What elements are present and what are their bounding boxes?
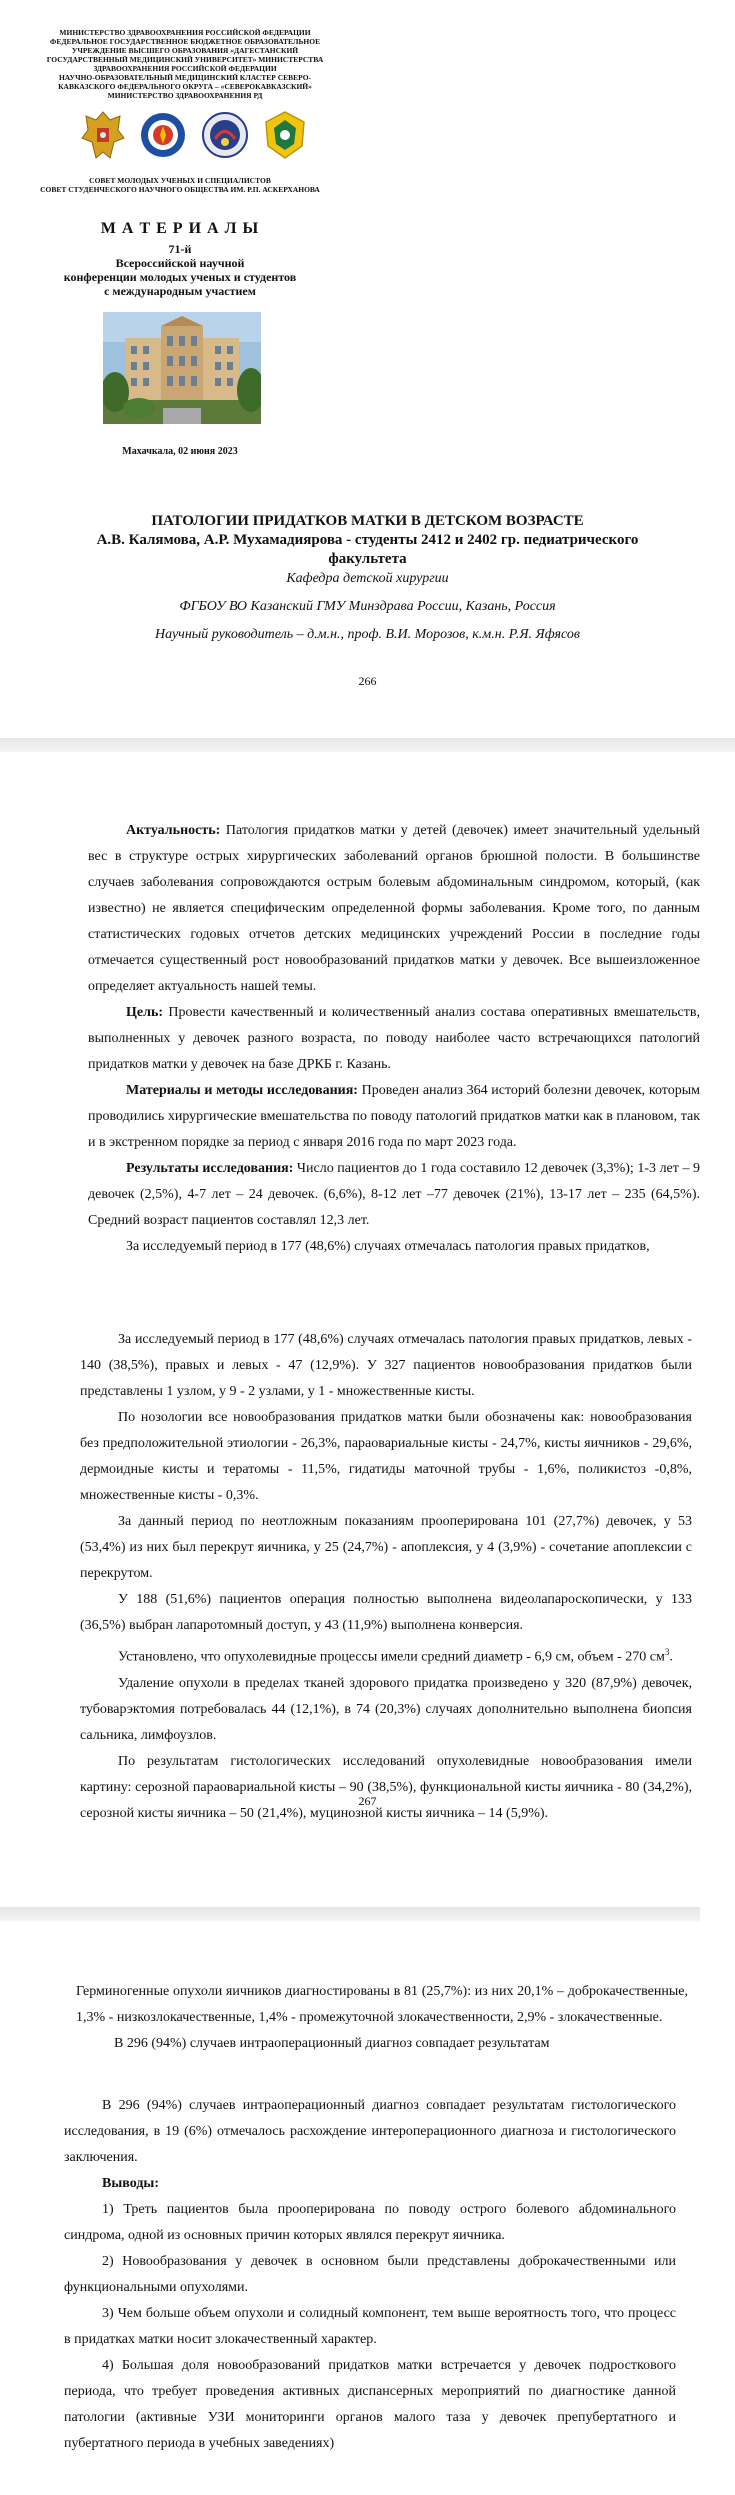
- results-paragraph: [88, 1156, 700, 1234]
- article-header: [40, 512, 695, 645]
- org-line: ЗДРАВООХРАНЕНИЯ РОССИЙСКОЙ ФЕДЕРАЦИИ: [93, 64, 277, 73]
- methods-paragraph: [88, 1078, 700, 1156]
- page-266: [0, 0, 735, 738]
- conclusion-item: 2) Новообразования у девочек в основном были представлены доброкачественными или функциональными опухолями.: [64, 2254, 676, 2295]
- size-paragraph: [80, 1639, 692, 1671]
- supervisor: Научный руководитель – д.м.н., проф. В.И. Морозов, к.м.н. Р.Я. Яфясов: [155, 627, 580, 642]
- cover-panel: [0, 0, 360, 490]
- relevance-label: Актуальность:: [126, 823, 221, 838]
- goal-label: Цель:: [126, 1005, 164, 1020]
- org-line: МИНИСТЕРСТВО ЗДРАВООХРАНЕНИЯ РОССИЙСКОЙ ФЕДЕРАЦИИ: [59, 28, 311, 37]
- department: Кафедра детской хирургии: [286, 571, 449, 586]
- university-emblem: [140, 112, 186, 158]
- germ-paragraph: Герминогенные опухоли яичников диагностированы в 81 (25,7%): из них 20,1% – доброкачественные, 1,3% - низкозлокачественные, 1,4% - промежуточной злокачественности, 2,9% - злокачественные.: [76, 1984, 688, 2025]
- page-separator: [0, 738, 735, 752]
- conclusion-item: 4) Большая доля новообразований придатков матки встречается у девочек подросткового периода, что требует проведения активных диспансерных мероприятий по диагностике данной патологии (активные УЗИ мониторинги органов малого таза у девочек препубертатного и пубертатного периода в учебных заведениях): [64, 2358, 676, 2451]
- methods-text: Проведен анализ 364 историй болезни девочек, которым проводились хирургические вмешательства по поводу патологий придатков матки как в плановом, так и в экстренном порядке за период с января 2016 года по март 2023 года.: [88, 1083, 700, 1150]
- removal-paragraph: Удаление опухоли в пределах тканей здорового придатка произведено у 320 (87,9%) девочек, тубоварэктомия потребовалась 44 (12,1%), в 74 (20,3%) случаях дополнительно выполнена биопсия сальника, лимфоузлов.: [80, 1675, 692, 1743]
- conf-line: 71-й: [168, 242, 192, 256]
- cut-line: За исследуемый период в 177 (48,6%) случаях отмечалась патология правых придатков,: [126, 1239, 650, 1254]
- cover-council-block: [30, 176, 330, 194]
- page-number: 266: [358, 674, 377, 688]
- org-line: ФЕДЕРАЛЬНОЕ ГОСУДАРСТВЕННОЕ БЮДЖЕТНОЕ ОБРАЗОВАТЕЛЬНОЕ: [49, 37, 321, 46]
- size-text: Установлено, что опухолевидные процессы имели средний диаметр - 6,9 см, объем - 270 см: [118, 1649, 665, 1665]
- council-line: СОВЕТ МОЛОДЫХ УЧЕНЫХ И СПЕЦИАЛИСТОВ: [89, 176, 271, 185]
- russian-eagle-emblem: [80, 108, 126, 164]
- student-society-emblem: [262, 110, 308, 160]
- goal-text: Провести качественный и количественный анализ состава оперативных вмешательств, выполненных у девочек разного возраста, по поводу наиболее часто встречающихся патологий придатков матки у девочек на базе ДРКБ г. Казань.: [88, 1005, 700, 1072]
- conf-line: Всероссийской научной: [115, 256, 245, 270]
- size-end: .: [669, 1649, 673, 1665]
- relevance-paragraph: [88, 818, 700, 1000]
- conclusions-heading: Выводы:: [102, 2176, 160, 2191]
- results-label: Результаты исследования:: [126, 1161, 294, 1176]
- org-line: УЧРЕЖДЕНИЕ ВЫСШЕГО ОБРАЗОВАНИЯ «ДАГЕСТАНСКИЙ: [71, 46, 299, 55]
- cut-line: В 296 (94%) случаев интраоперационный диагноз совпадает результатам: [114, 2036, 550, 2051]
- institution: ФГБОУ ВО Казанский ГМУ Минздрава России, Казань, Россия: [179, 599, 556, 614]
- conclusion-item: 1) Треть пациентов была прооперирована по поводу острого болевого абдоминального синдрома, одной из основных причин которых являлся перекрут яичника.: [64, 2202, 676, 2243]
- cover-org-block: [40, 28, 330, 100]
- relevance-text: Патология придатков матки у детей (девочек) имеет значительный удельный вес в структуре острых хирургических заболеваний органов брюшной полости. В большинстве случаев заболевания сопровождаются острым болевым абдоминальным синдромом, который, (как известно) не является специфическим определенной формы заболевания. Кроме того, по данным статистических годовых отчетов детских медицинских учреждений России в последние годы отмечается существенный рост новообразований придатков матки у девочек. Все вышеизложенное определяет актуальность нашей темы.: [88, 823, 700, 994]
- page-separator: [0, 1907, 700, 1921]
- period-paragraph: За исследуемый период в 177 (48,6%) случаях отмечалась патология правых придатков, левых - 140 (38,5%), правых и левых - 47 (12,9%). У 327 пациентов новообразования придатков были представлены 1 узлом, у 9 - 2 узлами, у 1 - множественные кисты.: [80, 1332, 692, 1399]
- size-sup: 3: [664, 1647, 670, 1657]
- page-268: [0, 1921, 735, 2495]
- histology-paragraph: По результатам гистологических исследований опухолевидные новообразования имели картину: серозной параовариальной кисты – 90 (38,5%), функциональной кисты яичника - 80 (34,2%), серозной кисты яичника – 50 (21,4%), муцинозной кисты яичника – 14 (5,9%).: [80, 1753, 692, 1821]
- conference-block: [20, 242, 340, 298]
- goal-paragraph: [88, 1000, 700, 1078]
- conclusion-item: 3) Чем больше объем опухоли и солидный компонент, тем выше вероятность того, что процесс в придатках матки носит злокачественный характер.: [64, 2306, 676, 2347]
- results-text: Число пациентов до 1 года составило 12 девочек (3,3%); 1-3 лет – 9 девочек (2,5%), 4-7 лет – 24 девочек. (6,6%), 8-12 лет –77 девочек (21%), 13-17 лет – 235 (64,5%). Средний возраст пациентов составлял 12,3 лет.: [88, 1161, 700, 1228]
- laparoscopy-paragraph: У 188 (51,6%) пациентов операция полностью выполнена видеолапароскопически, у 133 (36,5%) выбран лапаротомный доступ, у 43 (11,9%) выполнена конверсия.: [80, 1592, 692, 1633]
- org-line: НАУЧНО-ОБРАЗОВАТЕЛЬНЫЙ МЕДИЦИНСКИЙ КЛАСТЕР СЕВЕРО-: [58, 73, 312, 82]
- materials-title: М А Т Е Р И А Л Ы: [100, 220, 260, 237]
- diagnosis-paragraph: В 296 (94%) случаев интраоперационный диагноз совпадает результатам гистологического исследования, в 19 (6%) отмечалось расхождение интероперационного диагноза и гистологического заключения.: [64, 2098, 676, 2165]
- conclusions-label: [64, 2171, 676, 2197]
- authors-line-cont: факультета: [328, 551, 407, 567]
- university-building-photo: [103, 312, 261, 424]
- conf-line: конференции молодых ученых и студентов: [63, 270, 297, 284]
- young-scientists-emblem: [202, 112, 248, 158]
- org-line: ГОСУДАРСТВЕННЫЙ МЕДИЦИНСКИЙ УНИВЕРСИТЕТ» МИНИСТЕРСТВА: [46, 55, 324, 64]
- authors-line: А.В. Калямова, А.Р. Мухамадиярова - студенты 2412 и 2402 гр. педиатрического: [96, 532, 639, 548]
- article-title: ПАТОЛОГИИ ПРИДАТКОВ МАТКИ В ДЕТСКОМ ВОЗРАСТЕ: [151, 513, 584, 529]
- nosology-paragraph: По нозологии все новообразования придатков матки были обозначены как: новообразования без предположительной этиологии - 26,3%, параовариальные кисты - 24,7%, кисты яичников - 29,6%, дермоидные кисты и тератомы - 11,5%, гидатиды маточной трубы - 1,6%, поликистоз -0,8%, множественные кисты - 0,3%.: [80, 1410, 692, 1503]
- urgent-paragraph: За данный период по неотложным показаниям прооперирована 101 (27,7%) девочек, у 53 (53,4%) из них был перекрут яичника, у 25 (24,7%) - апоплексия, у 4 (3,9%) - сочетание апоплексии с перекрутом.: [80, 1514, 692, 1581]
- emblem-row: [80, 108, 350, 164]
- org-line: КАВКАЗСКОГО ФЕДЕРАЛЬНОГО ОКРУГА – «СЕВЕРОКАВКАЗСКИЙ»: [58, 82, 312, 91]
- org-line: МИНИСТЕРСТВО ЗДРАВООХРАНЕНИЯ РД: [107, 91, 263, 100]
- page-267: [0, 752, 735, 1907]
- place-date: Махачкала, 02 июня 2023: [122, 446, 238, 457]
- conf-line: с международным участием: [104, 284, 256, 298]
- page-number: 267: [358, 1794, 377, 1808]
- methods-label: Материалы и методы исследования:: [126, 1083, 358, 1098]
- council-line: СОВЕТ СТУДЕНЧЕСКОГО НАУЧНОГО ОБЩЕСТВА ИМ. Р.П. АСКЕРХАНОВА: [40, 185, 320, 194]
